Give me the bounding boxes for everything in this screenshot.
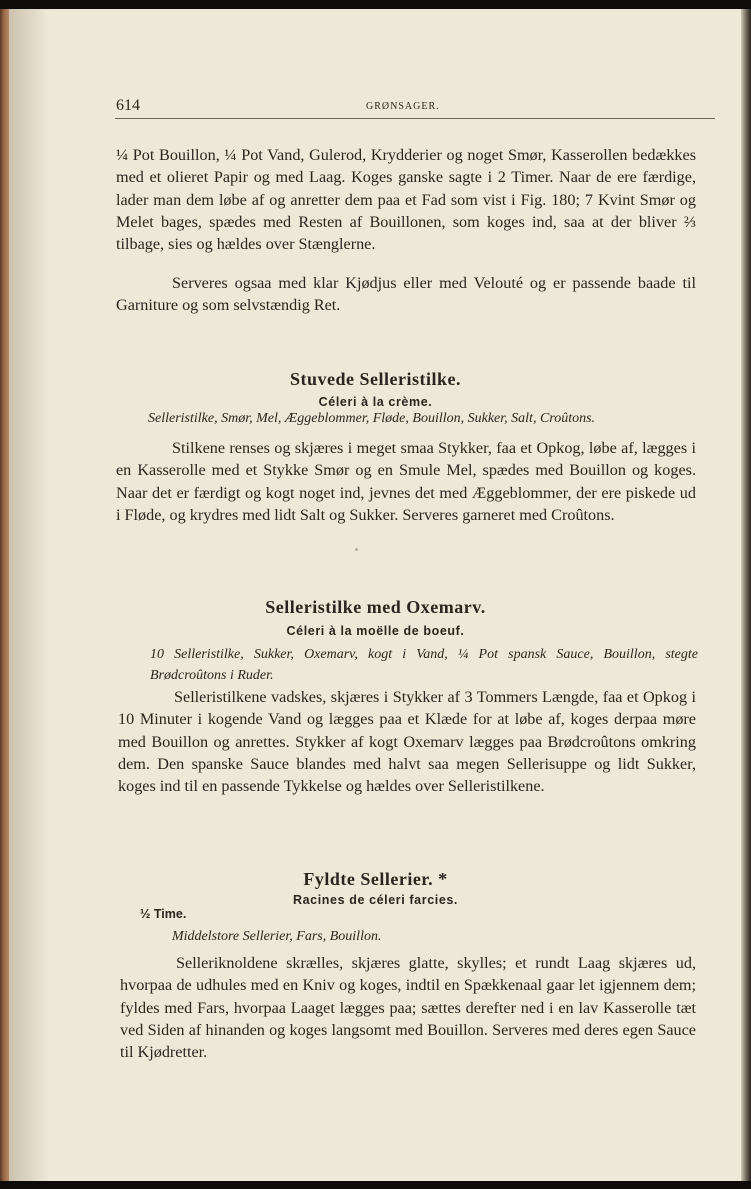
header-rule [115, 118, 715, 119]
intro-paragraph-2: Serveres ogsaa med klar Kjødjus eller med Velouté og er passende baade til Garniture og som selvstændig Ret. [116, 274, 696, 315]
recipe-2-method: Selleristilkene vadskes, skjæres i Stykker af 3 Tommers Længde, faa et Opkog i 10 Minuter i kogende Vand og lægges paa et Klæde for at løbe af, koges derpaa møre med Bouillon og anrettes. Stykker af kogt Oxemarv lægges paa Brødcroûtons omkring dem. Den spanske Sauce blandes med halvt saa megen Sellerisuppe og lidt Sukker, koges ind til en passende Tykkelse og hældes over Selleristilkene. [118, 688, 696, 796]
recipe-1-french-title: Céleri à la crème. [318, 395, 433, 409]
recipe-3-french-title: Racines de céleri farcies. [293, 893, 458, 907]
print-speck [355, 548, 358, 551]
recipe-3-time: ½ Time. [140, 907, 187, 921]
intro-paragraph-1: ¼ Pot Bouillon, ¼ Pot Vand, Gulerod, Krydderier og noget Smør, Kasserollen bedækkes med et olieret Papir og med Laag. Koges ganske sagte i 2 Timer. Naar de ere færdige, lader man dem løbe af og anretter dem paa et Fad som vist i Fig. 180; 7 Kvint Smør og Melet bages, spædes med Resten af Bouillonen, som koges ind, saa at der bliver ⅔ tilbage, sies og hældes over Stænglerne. [116, 146, 696, 254]
running-title: GRØNSAGER. [366, 101, 440, 112]
recipe-3-title: Fyldte Sellerier. * [303, 869, 448, 889]
recipe-1-method: Stilkene renses og skjæres i meget smaa Stykker, faa et Opkog, løbe af, lægges i en Kasserolle med et Stykke Smør og en Smule Mel, spædes med Bouillon og koges. Naar det er færdigt og kogt noget ind, jevnes det med Æggeblommer, der ere piskede ud i Fløde, og krydres med lidt Salt og Sukker. Serveres garneret med Croûtons. [116, 439, 696, 524]
scan-bottom-border [0, 1181, 751, 1189]
scan-top-border [0, 0, 751, 9]
recipe-3-method: Selleriknoldene skrælles, skjæres glatte, skylles; et rundt Laag skjæres ud, hvorpaa de udhules med en Kniv og koges, indtil en Spækkenaal gaar let igjennem dem; fyldes med Fars, hvorpaa Laaget lægges paa; sættes derefter ned i en lav Kasserolle tæt ved Siden af hinanden og koges langsomt med Bouillon. Serveres med deres egen Sauce til Kjødretter. [120, 954, 696, 1062]
recipe-1-ingredients: Selleristilke, Smør, Mel, Æggeblommer, Fløde, Bouillon, Sukker, Salt, Croûtons. [148, 411, 596, 426]
recipe-2-ingredients: 10 Selleristilke, Sukker, Oxemarv, kogt i Vand, ¼ Pot spansk Sauce, Bouillon, stegte Brødcroûtons i Ruder. [150, 647, 698, 683]
page-number: 614 [116, 97, 140, 114]
page-stack-edge [741, 9, 751, 1181]
recipe-1-title: Stuvede Selleristilke. [290, 369, 461, 389]
recipe-2-title: Selleristilke med Oxemarv. [265, 597, 486, 617]
recipe-3-ingredients: Middelstore Sellerier, Fars, Bouillon. [172, 929, 382, 944]
book-spine-edge [0, 9, 9, 1181]
recipe-2-french-title: Céleri à la moëlle de boeuf. [286, 624, 465, 638]
